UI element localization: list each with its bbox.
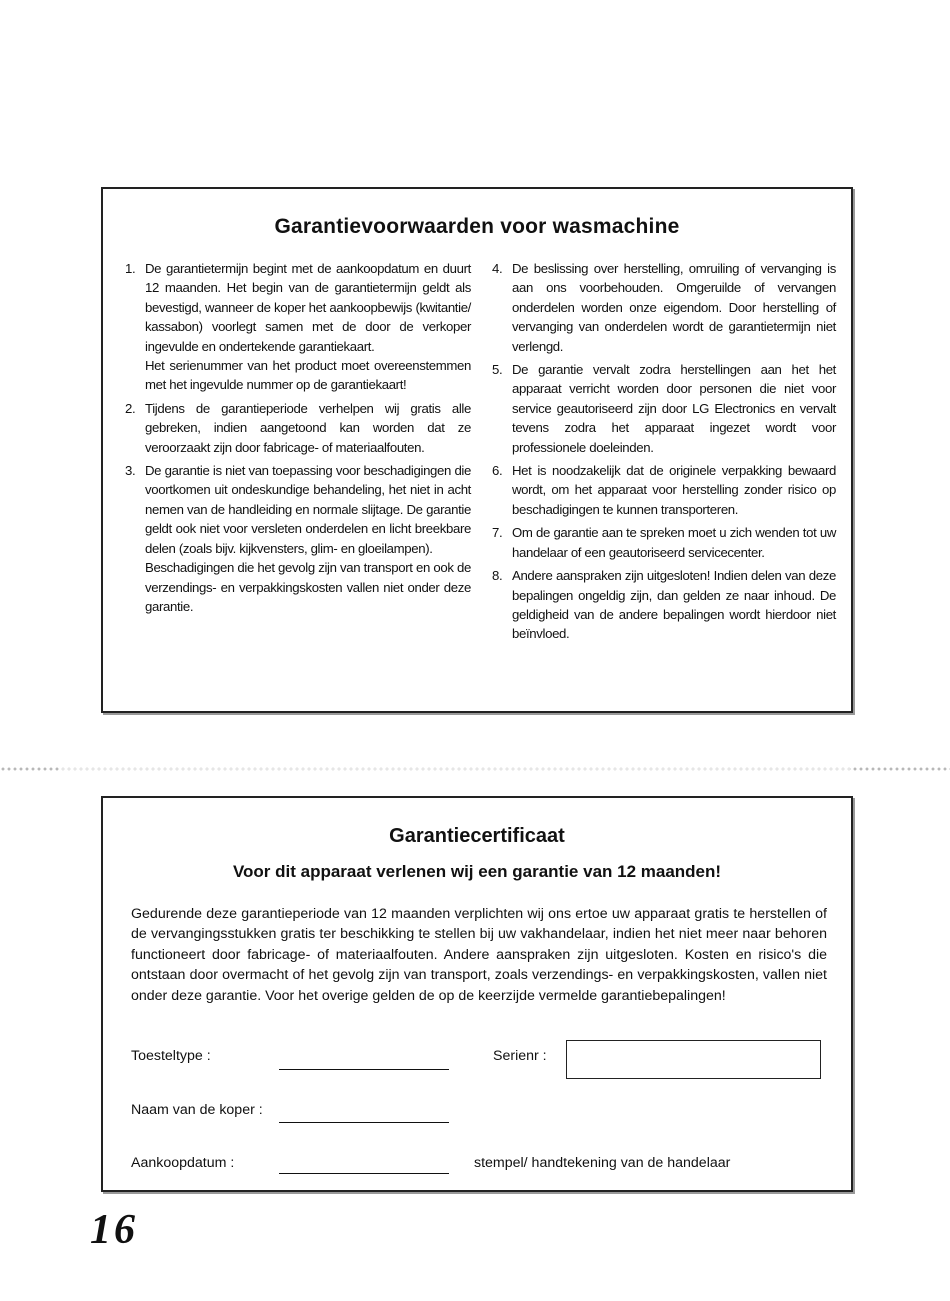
condition-text: Het is noodzakelijk dat de originele verpakking bewaard wordt, om het apparaat voor herstelling zonder risico op beschadigingen te kunnen transporteren. <box>512 463 836 517</box>
page-number: 16 <box>90 1207 138 1253</box>
condition-text: De beslissing over herstelling, omruiling of vervanging is aan ons voorbehouden. Omgeruilde of vervangen onderdelen worden onze eigendom. Door herstelling of vervanging van onderdelen wordt de garantietermijn niet verlengd. <box>512 261 836 354</box>
serial-label: Serienr : <box>493 1048 547 1064</box>
condition-text: Om de garantie aan te spreken moet u zich wenden tot uw handelaar of een geautoriseerd servicecenter. <box>512 525 836 560</box>
cut-line-divider-faded <box>60 766 850 772</box>
conditions-list-left <box>125 259 471 620</box>
condition-item-5: 5. De garantie vervalt zodra herstellingen aan het het apparaat verricht worden door personen die niet voor service geautoriseerd zijn door LG Electronics en vervalt tevens zodra het apparaat ingezet wordt voor professionele doeleinden. <box>492 362 836 455</box>
condition-item-1: 1. De garantietermijn begint met de aankoopdatum en duurt 12 maanden. Het begin van de garantietermijn geldt als bevestigd, wanneer de koper het aankoopbewijs (kwitantie/ kassabon) voorlegt samen met de door de verkoper ingevulde en ondertekende garantiekaart. Het serienummer van het product moet overeenstemmen met het ingevulde nummer op de garantiekaart! <box>125 259 471 395</box>
buyer-name-field[interactable] <box>279 1122 449 1123</box>
device-type-label: Toesteltype : <box>131 1048 211 1064</box>
condition-item-6: 6. Het is noodzakelijk dat de originele verpakking bewaard wordt, om het apparaat voor herstelling zonder risico op beschadigingen te kunnen transporteren. <box>492 463 836 517</box>
condition-item-7: 7. Om de garantie aan te spreken moet u zich wenden tot uw handelaar of een geautoriseerd servicecenter. <box>492 525 836 560</box>
certificate-body: Gedurende deze garantieperiode van 12 maanden verplichten wij ons ertoe uw apparaat gratis te herstellen of de vervangingsstukken gratis ter beschikking te stellen bij uw vakhandelaar, indien het niet meer naar behoren functioneert door fabricage- of materiaalfouten. Andere aanspraken zijn uitgesloten. Kosten en risico's die ontstaan door overmacht of het gevolg zijn van transport, zoals verzendings- en verpakkingskosten, vallen niet onder deze garantie. Voor het overige gelden de op de keerzijde vermelde garantiebepalingen! <box>131 906 827 1004</box>
purchase-date-field[interactable] <box>279 1173 449 1174</box>
buyer-name-label: Naam van de koper : <box>131 1102 263 1118</box>
condition-text: De garantie is niet van toepassing voor beschadigingen die voortkomen uit ondeskundige behandeling, het niet in acht nemen van de handleiding en normale slijtage. De garantie geldt ook niet voor versleten onderdelen en licht breekbare delen (zoals bijv. kijkvensters, glim- en gloeilampen). <box>145 463 471 556</box>
condition-item-4: 4. De beslissing over herstelling, omruiling of vervanging is aan ons voorbehouden. Omgeruilde of vervangen onderdelen worden onze eigendom. Door herstelling of vervanging van onderdelen wordt de garantietermijn niet verlengd. <box>492 261 836 354</box>
serial-field[interactable] <box>566 1040 821 1079</box>
dealer-stamp-label: stempel/ handtekening van de handelaar <box>474 1155 731 1171</box>
conditions-list-right <box>492 259 836 648</box>
condition-extra: Het serienummer van het product moet overeenstemmen met het ingevulde nummer op de garantiekaart! <box>145 358 471 393</box>
condition-item-8: 8. Andere aanspraken zijn uitgesloten! Indien delen van deze bepalingen ongeldig zijn, dan gelden ze naar inhoud. De geldigheid van de andere bepalingen wordt hierdoor niet beïnvloed. <box>492 568 836 642</box>
condition-extra: Beschadigingen die het gevolg zijn van transport en ook de verzendings- en verpakkingskosten vallen niet onder deze garantie. <box>145 560 471 614</box>
certificate-subtitle: Voor dit apparaat verlenen wij een garantie van 12 maanden! <box>232 862 722 881</box>
condition-item-3: 3. De garantie is niet van toepassing voor beschadigingen die voortkomen uit ondeskundige behandeling, het niet in acht nemen van de handleiding en normale slijtage. De garantie geldt ook niet voor versleten onderdelen en licht breekbare delen (zoals bijv. kijkvensters, glim- en gloeilampen). Beschadigingen die het gevolg zijn van transport en ook de verzendings- en verpakkingskosten vallen niet onder deze garantie. <box>125 461 471 616</box>
warranty-certificate-box <box>101 796 853 1192</box>
purchase-date-label: Aankoopdatum : <box>131 1155 235 1171</box>
condition-text: De garantie vervalt zodra herstellingen aan het het apparaat verricht worden door personen die niet voor service geautoriseerd zijn door LG Electronics en vervalt tevens zodra het apparaat ingezet wordt voor professionele doeleinden. <box>512 362 836 455</box>
conditions-title: Garantievoorwaarden voor wasmachine <box>274 215 680 238</box>
device-type-field[interactable] <box>279 1069 449 1070</box>
condition-item-2: 2. Tijdens de garantieperiode verhelpen wij gratis alle gebreken, indien aangetoond kan worden dat ze veroorzaakt zijn door fabricage- of materiaalfouten. <box>125 400 471 455</box>
condition-text: Andere aanspraken zijn uitgesloten! Indien delen van deze bepalingen ongeldig zijn, dan gelden ze naar inhoud. De geldigheid van de andere bepalingen wordt hierdoor niet beïnvloed. <box>512 568 836 642</box>
condition-text: Tijdens de garantieperiode verhelpen wij gratis alle gebreken, indien aangetoond kan worden dat ze veroorzaakt zijn door fabricage- of materiaalfouten. <box>145 400 471 455</box>
certificate-title: Garantiecertificaat <box>389 825 565 847</box>
condition-text: De garantietermijn begint met de aankoopdatum en duurt 12 maanden. Het begin van de garantietermijn geldt als bevestigd, wanneer de koper het aankoopbewijs (kwitantie/ kassabon) voorlegt samen met de door de verkoper ingevulde en ondertekende garantiekaart. <box>145 261 471 354</box>
warranty-conditions-box <box>101 187 853 713</box>
